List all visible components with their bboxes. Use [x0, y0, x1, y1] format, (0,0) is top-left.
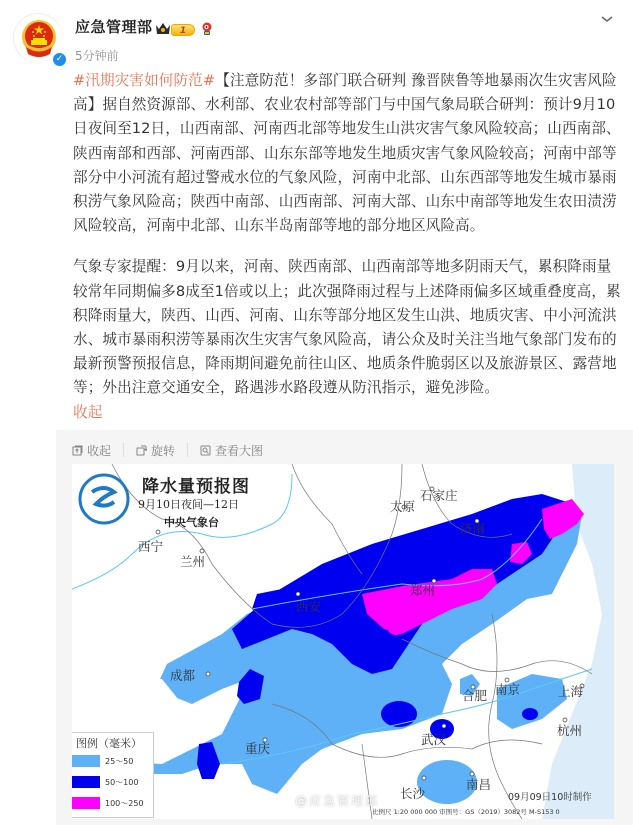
legend-swatch-dark-blue [72, 776, 100, 788]
city-label: 西安 [296, 599, 322, 614]
mascot-icon[interactable] [201, 22, 213, 36]
map-title: 降水量预报图 [142, 477, 250, 497]
precipitation-forecast-map[interactable] [72, 464, 614, 819]
map-scale-note: 比例尺 1:20 000 000 审图号：GS（2019）3082号 M-S153 0 [372, 808, 560, 816]
chevron-down-icon[interactable] [600, 14, 614, 24]
view-large-icon [200, 445, 211, 456]
collapse-image-button[interactable] [72, 442, 111, 459]
post-timestamp[interactable]: 5分钟前 [75, 49, 119, 63]
crown-icon [155, 22, 171, 36]
city-label: 重庆 [245, 741, 271, 756]
city-label: 南京 [495, 682, 521, 697]
city-label: 西宁 [138, 539, 164, 554]
city-label: 太原 [390, 499, 416, 514]
legend-item [72, 755, 133, 767]
collapse-image-label: 收起 [87, 443, 112, 458]
city-label: 石家庄 [420, 488, 458, 503]
city-label: 成都 [170, 668, 196, 683]
city-label: 济南 [460, 521, 486, 536]
map-legend [72, 732, 154, 818]
post-paragraph-2: 气象专家提醒：9月以来，河南、陕西南部、山西南部等地多阴雨天气，累积降雨量较常年同期偏多8成至1倍或以上；此次强降雨过程与上述降雨偏多区域重叠度高，累积降雨量大，陕西、山西、河南、山东等部分地区发生山洪、地质灾害、中小河流洪水、城市暴雨积涝等暴雨次生灾害气象风险高，请公众及时关注当地气象部门发布的最新预警预报信息，降雨期间避免前往山区、地质条件脆弱区以及旅游景区、露营地等；外出注意交通安全，路遇涉水路段遵从防汛指示，避免涉险。 [73, 258, 621, 397]
rotate-icon [136, 445, 147, 456]
paragraph-1-text: 【注意防范！多部门联合研判 豫晋陕鲁等地暴雨次生灾害风险高】据自然资源部、水利部、农业农村部等部门与中国气象局联合研判：预计9月10日夜间至12日，山西南部、河南西北部等地发生山洪灾害气象风险较高；山西南部、陕西南部和西部、河南西部、山东东部等地发生地质灾害气象风险较高；河南中部等部分中小河流有超过警戒水位的气象风险，河南中北部、山东西部等地发生城市暴雨积涝气象风险高；陕西中南部、山西南部、河南大部、山东中南部等地发生农田渍涝风险较高，河南中北部、山东半岛南部等地的部分地区风险高。 [73, 72, 621, 235]
collapse-text-link[interactable]: 收起 [73, 403, 103, 421]
legend-range: 25～50 [105, 756, 134, 766]
weibo-watermark: @应急管理部 [295, 794, 380, 808]
city-label: 南昌 [466, 777, 492, 792]
legend-range: 100～250 [105, 798, 144, 808]
post-paragraph-1 [73, 69, 621, 238]
post-header [0, 0, 633, 70]
legend-swatch-light-blue [72, 755, 100, 767]
media-panel [56, 430, 633, 825]
map-organization: 中央气象台 [164, 516, 219, 529]
verified-badge-icon: ✓ [52, 52, 67, 67]
legend-swatch-magenta [72, 797, 100, 809]
rotate-image-button[interactable] [136, 442, 175, 459]
rotate-image-label: 旋转 [151, 443, 176, 458]
author-name[interactable]: 应急管理部 [75, 18, 153, 36]
city-label: 长沙 [400, 786, 426, 801]
legend-item [72, 776, 138, 788]
legend-item [72, 797, 144, 809]
city-label: 上海 [558, 684, 584, 699]
city-label: 武汉 [421, 732, 447, 747]
legend-title: 图例（毫米） [76, 737, 142, 750]
toolbar-divider [187, 443, 188, 457]
city-label: 杭州 [557, 723, 583, 738]
level-badge[interactable]: 1 [171, 24, 195, 36]
view-large-image-label: 查看大图 [215, 443, 264, 458]
view-large-image-button[interactable] [200, 442, 263, 459]
map-subtitle: 9月10日夜间—12日 [138, 498, 239, 511]
post-content [73, 69, 621, 425]
city-label: 兰州 [180, 554, 206, 569]
media-toolbar [72, 440, 263, 460]
topic-tag-link[interactable]: #汛期灾害如何防范# [73, 72, 216, 89]
city-label: 合肥 [462, 688, 488, 703]
collapse-icon [72, 445, 83, 456]
legend-range: 50～100 [105, 777, 139, 787]
map-made-time: 09月09日10时制作 [508, 792, 592, 803]
toolbar-divider [123, 443, 124, 457]
city-label: 郑州 [410, 583, 436, 598]
